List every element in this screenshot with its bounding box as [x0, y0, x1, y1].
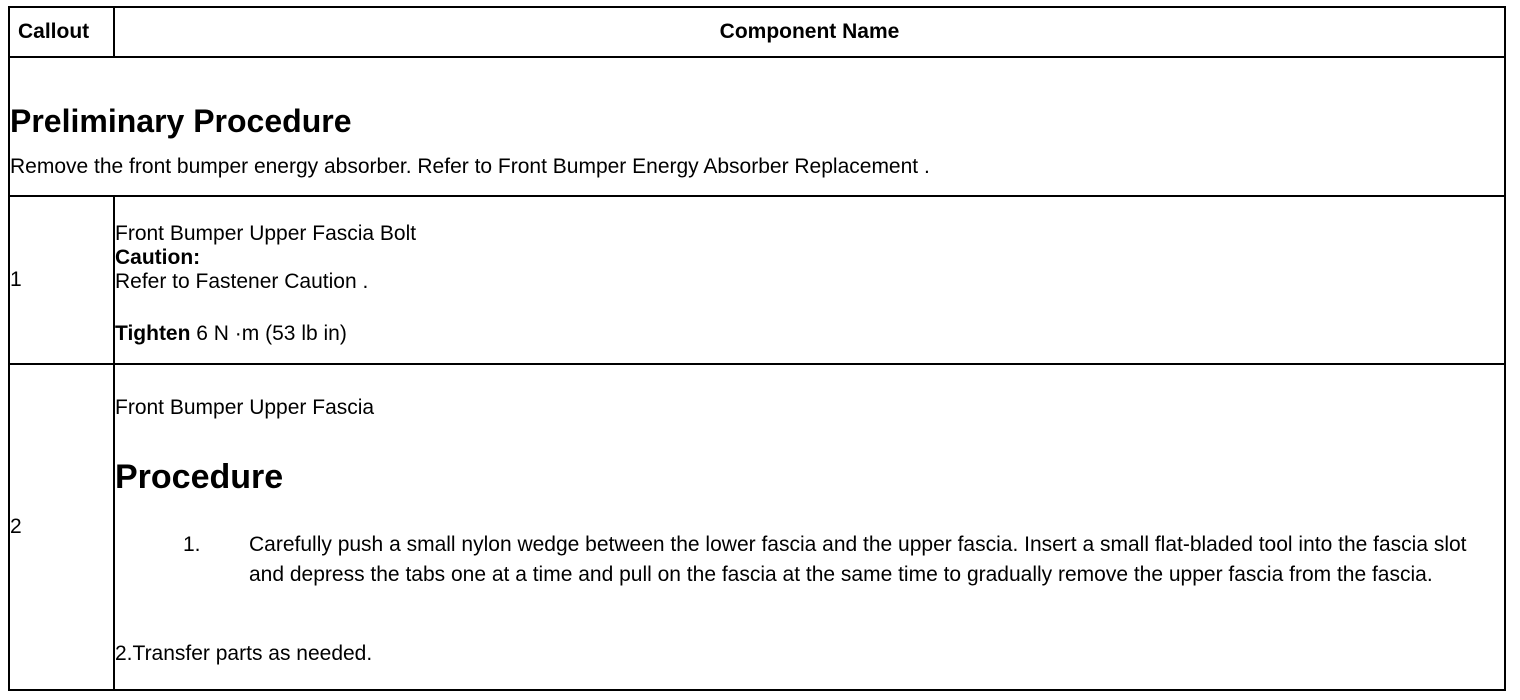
preliminary-cell: [9, 57, 1505, 196]
tighten-value: 6 N ·m (53 lb in): [196, 322, 347, 345]
table-header-row: [9, 7, 1505, 57]
preliminary-row: [9, 57, 1505, 196]
callout-cell: 1: [9, 196, 114, 364]
component-name: Front Bumper Upper Fascia Bolt: [115, 222, 417, 245]
step-text: Carefully push a small nylon wedge between the lower fascia and the upper fascia. Insert a small flat-bladed tool into the fascia slot and depress the tabs one at a time and pull on the fascia at the same time to gradually remove the upper fascia from the fascia.: [249, 533, 1467, 586]
torque-spec: [115, 322, 1504, 346]
procedure-title: Procedure: [115, 458, 284, 496]
procedure-step: [115, 530, 1504, 590]
caution-text: Refer to Fastener Caution .: [115, 270, 369, 293]
step-number: 2.: [115, 642, 133, 665]
tighten-label: Tighten: [115, 322, 191, 345]
callout-header: Callout: [9, 7, 114, 57]
step-number: 1.: [183, 533, 201, 556]
preliminary-text: Remove the front bumper energy absorber. Refer to Front Bumper Energy Absorber Replacement .: [10, 154, 930, 178]
step-text: Transfer parts as needed.: [132, 642, 373, 665]
caution-label: Caution:: [115, 246, 201, 269]
table-row: [9, 364, 1505, 690]
preliminary-title: Preliminary Procedure: [10, 102, 352, 139]
procedure-step: [115, 642, 1504, 666]
component-name-header: Component Name: [114, 7, 1505, 57]
component-cell: [114, 196, 1505, 364]
table-row: [9, 196, 1505, 364]
component-name: Front Bumper Upper Fascia: [115, 396, 375, 419]
procedure-table: [8, 6, 1506, 691]
callout-cell: 2: [9, 364, 114, 690]
component-cell: [114, 364, 1505, 690]
